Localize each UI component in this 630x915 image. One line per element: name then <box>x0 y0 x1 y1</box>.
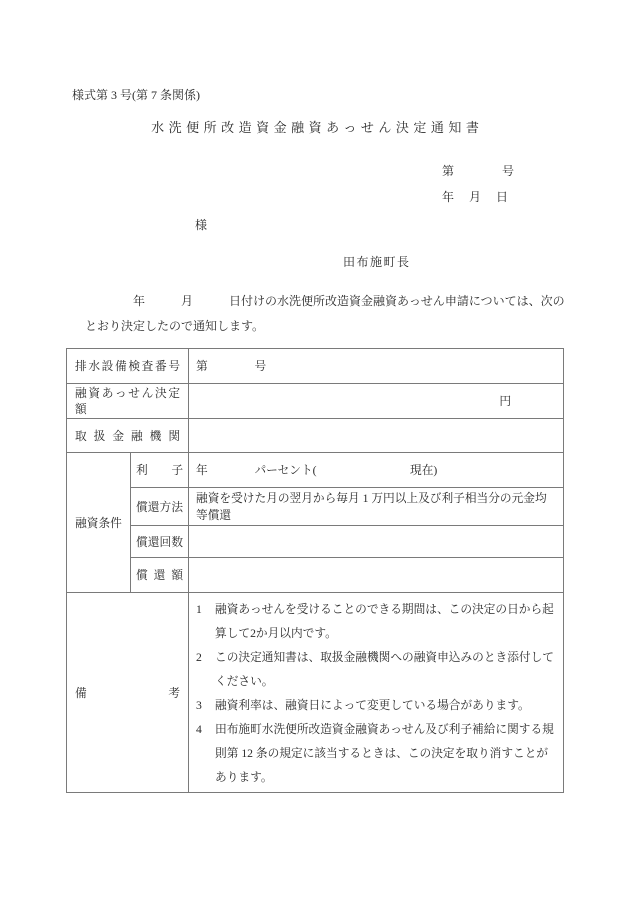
label-decision-amount: 融資あっせん決定額 <box>67 384 189 419</box>
table-row-repayment-count <box>67 526 564 558</box>
table-row-inspection-number <box>67 349 564 384</box>
remark-text: 融資利率は、融資日によって変更している場合があります。 <box>215 699 530 712</box>
issue-date: 年 月 日 <box>442 190 510 204</box>
value-interest: 年 パーセント( 現在) <box>189 453 564 488</box>
table-row-remarks <box>67 593 564 793</box>
label-loan-conditions: 融資条件 <box>67 453 131 593</box>
sender-name: 田布施町長 <box>343 255 411 269</box>
remark-item-1 <box>196 598 556 646</box>
table-row-interest <box>67 453 564 488</box>
body-paragraph <box>85 289 565 339</box>
body-line-2: とおり決定したので通知します。 <box>85 319 265 333</box>
body-line-1: 年 月 日付けの水洗便所改造資金融資あっせん申請については、次の <box>85 294 565 308</box>
remark-item-4 <box>196 718 556 790</box>
table-row-repayment-amount <box>67 558 564 593</box>
remark-item-3 <box>196 694 556 718</box>
remark-number: 4 <box>196 723 202 736</box>
value-repayment-amount <box>189 558 564 593</box>
document-title: 水洗便所改造資金融資あっせん決定通知書 <box>151 120 484 135</box>
remark-number: 2 <box>196 651 202 664</box>
table-row-repayment-method <box>67 488 564 526</box>
remark-text: この決定通知書は、取扱金融機関への融資申込みのとき添付してください。 <box>215 651 554 688</box>
label-repayment-count: 償還回数 <box>131 526 189 558</box>
value-decision-amount-unit: 円 <box>189 384 564 419</box>
form-number: 様式第 3 号(第 7 条関係) <box>72 88 200 102</box>
value-financial-institution <box>189 419 564 453</box>
value-repayment-count <box>189 526 564 558</box>
document-number: 第 号 <box>442 164 515 178</box>
remark-text: 田布施町水洗便所改造資金融資あっせん及び利子補給に関する規則第 12 条の規定に該当するときは、この決定を取り消すことがあります。 <box>215 723 554 784</box>
remarks-content <box>189 593 564 793</box>
remark-item-2 <box>196 646 556 694</box>
label-repayment-method: 償還方法 <box>131 488 189 526</box>
value-repayment-method: 融資を受けた月の翌月から毎月 1 万円以上及び利子相当分の元金均等償還 <box>189 488 564 526</box>
label-remarks: 備考 <box>67 593 189 793</box>
label-repayment-amount: 償還額 <box>131 558 189 593</box>
label-financial-institution: 取扱金融機関 <box>67 419 189 453</box>
table-row-financial-institution <box>67 419 564 453</box>
value-inspection-number: 第 号 <box>189 349 564 384</box>
remark-number: 3 <box>196 699 202 712</box>
decision-table <box>66 348 564 793</box>
label-inspection-number: 排水設備検査番号 <box>67 349 189 384</box>
table-row-decision-amount <box>67 384 564 419</box>
label-interest: 利子 <box>131 453 189 488</box>
addressee-suffix: 様 <box>195 218 208 232</box>
remark-number: 1 <box>196 603 202 616</box>
remark-text: 融資あっせんを受けることのできる期間は、この決定の日から起算して2か月以内です。 <box>215 603 554 640</box>
